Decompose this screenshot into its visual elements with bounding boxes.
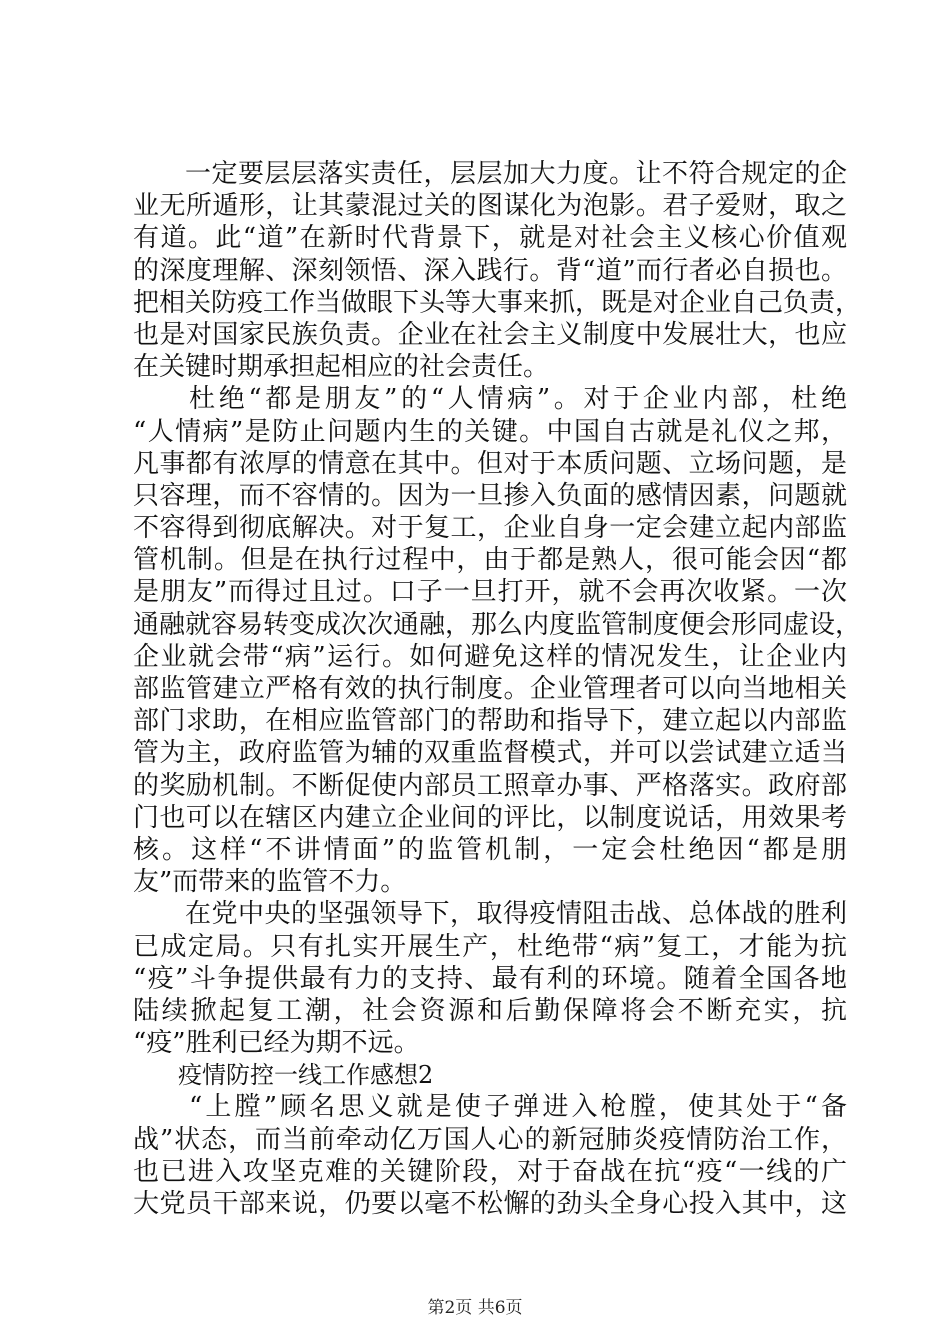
text-line: 是朋友”而得过且过。口子一旦打开，就不会再次收紧。一次 — [133, 577, 847, 608]
text-line: 部门求助，在相应监管部门的帮助和指导下，建立起以内部监 — [133, 706, 847, 737]
text-line: 战”状态，而当前牵动亿万国人心的新冠肺炎疫情防治工作， — [133, 1124, 847, 1155]
text-line: 核。这样“不讲情面”的监管机制，一定会杜绝因“都是朋 — [133, 834, 847, 865]
text-line: 不容得到彻底解决。对于复工，企业自身一定会建立起内部监 — [133, 513, 847, 544]
text-line: 门也可以在辖区内建立企业间的评比，以制度说话，用效果考 — [133, 802, 847, 833]
text-line: 管为主，政府监管为辅的双重监督模式，并可以尝试建立适当 — [133, 738, 847, 769]
text-line: 管机制。但是在执行过程中，由于都是熟人，很可能会因“都 — [133, 545, 847, 576]
text-line: 部监管建立严格有效的执行制度。企业管理者可以向当地相关 — [133, 674, 847, 704]
page-footer: 第2页 共6页 — [427, 1298, 523, 1318]
text-line: 陆续掀起复工潮，社会资源和后勤保障将会不断充实，抗 — [133, 995, 847, 1026]
document-body — [133, 158, 862, 1220]
text-line: 只容理，而不容情的。因为一旦掺入负面的感情因素，问题就 — [133, 480, 847, 511]
section-heading: 疫情防控一线工作感想2 — [178, 1061, 434, 1090]
text-line: “疫”胜利已经为期不远。 — [133, 1028, 420, 1059]
text-line: 友”而带来的监管不力。 — [133, 867, 407, 898]
text-line: 在党中央的坚强领导下，取得疫情阻击战、总体战的胜利 — [185, 899, 847, 930]
text-line: 有道。此“道”在新时代背景下，就是对社会主义核心价值观 — [133, 223, 847, 254]
text-line: 通融就容易转变成次次通融，那么内度监管制度便会形同虚设， — [133, 609, 862, 640]
text-line: 业无所遁形，让其蒙混过关的图谋化为泡影。君子爱财，取之 — [133, 191, 847, 222]
text-line: 的奖励机制。不断促使内部员工照章办事、严格落实。政府部 — [133, 770, 847, 801]
text-line: 把相关防疫工作当做眼下头等大事来抓，既是对企业自己负责， — [133, 287, 862, 318]
text-line: 在关键时期承担起相应的社会责任。 — [133, 352, 550, 383]
text-line: 已成定局。只有扎实开展生产，杜绝带“病”复工，才能为抗 — [133, 931, 847, 962]
text-line: 也已进入攻坚克难的关键阶段，对于奋战在抗“疫“一线的广 — [133, 1156, 847, 1187]
text-line: 一定要层层落实责任，层层加大力度。让不符合规定的企 — [185, 159, 847, 189]
text-line: “疫”斗争提供最有力的支持、最有利的环境。随着全国各地 — [133, 963, 847, 994]
text-line: “上膛”顾名思义就是使子弹进入枪膛，使其处于“备 — [189, 1092, 847, 1123]
text-line: 杜绝“都是朋友”的“人情病”。对于企业内部，杜绝 — [189, 384, 847, 415]
text-line: 凡事都有浓厚的情意在其中。但对于本质问题、立场问题，是 — [133, 448, 847, 479]
text-line: 的深度理解、深刻领悟、深入践行。背“道”而行者必自损也。 — [133, 255, 847, 286]
text-line: “人情病”是防止问题内生的关键。中国自古就是礼仪之邦， — [133, 416, 847, 447]
text-line: 也是对国家民族负责。企业在社会主义制度中发展壮大，也应 — [133, 319, 847, 350]
text-line: 企业就会带“病”运行。如何避免这样的情况发生，让企业内 — [133, 641, 847, 672]
text-line: 大党员干部来说，仍要以毫不松懈的劲头全身心投入其中，这 — [133, 1189, 847, 1219]
